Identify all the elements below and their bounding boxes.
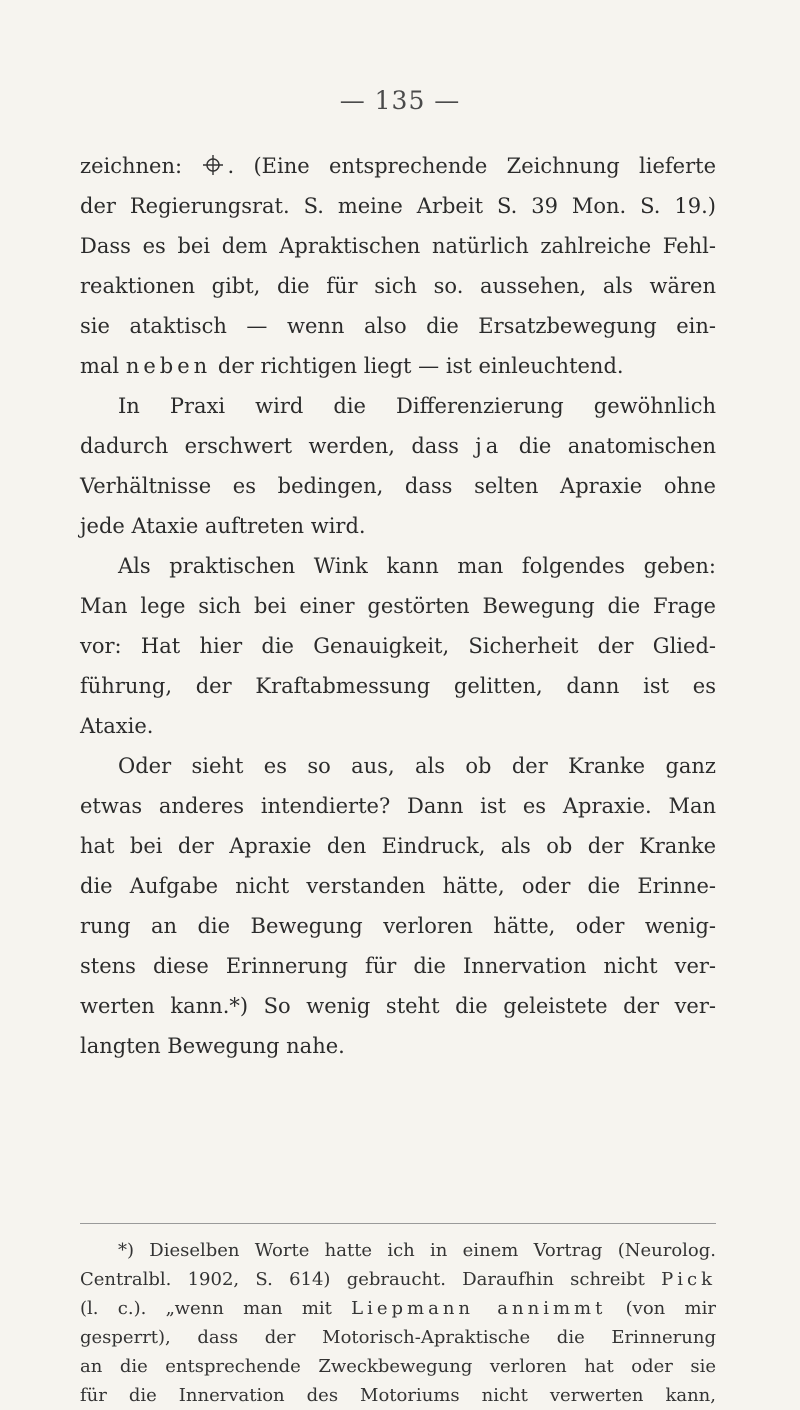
text-fragment: (l. c.). „wenn man mit [80, 1298, 332, 1319]
footnote [80, 1236, 716, 1410]
text-line: etwas anderes intendierte? Dann ist es Apraxie. Man [80, 794, 716, 818]
text-fragment: vor: [80, 634, 122, 658]
emphasized-text: Pick [661, 1269, 716, 1290]
text-line [80, 546, 716, 586]
text-line [80, 506, 716, 546]
emphasized-text: ja [475, 434, 503, 458]
text-fragment: Als praktischen Wink kann man [118, 554, 504, 578]
text-line: hat bei der Apraxie den Eindruck, als ob der Kranke [80, 834, 716, 858]
text-line [80, 146, 716, 186]
page-number: — 135 — [339, 86, 461, 115]
text-line [80, 666, 716, 706]
text-line: stens diese Erinnerung für die Innervation nicht ver- [80, 954, 716, 978]
text-fragment: Centralbl. 1902, S. 614) gebraucht. Daraufhin schreibt [80, 1269, 645, 1290]
text-fragment: der richtigen liegt — ist einleuchtend. [217, 354, 624, 378]
footnote-line [80, 1265, 716, 1294]
text-line [80, 386, 716, 426]
text-line: die Aufgabe nicht verstanden hätte, oder die Erinne- [80, 874, 716, 898]
text-line [80, 426, 716, 466]
text-line: Man lege sich bei einer gestörten Bewegung die Frage [80, 594, 716, 618]
text-line: langten Bewegung nahe. [80, 1034, 345, 1058]
footnote-line [80, 1294, 716, 1323]
text-fragment: mal [80, 354, 120, 378]
footnote-line: *) Dieselben Worte hatte ich in einem Vortrag (Neurolog. [118, 1240, 716, 1261]
emphasized-text: folgendes [521, 554, 626, 578]
text-fragment: die anatomischen [518, 434, 716, 458]
text-fragment: gelitten, dann ist es [453, 674, 716, 698]
footnote-line: gesperrt), dass der Motorisch-Apraktische die Erinnerung [80, 1327, 716, 1348]
text-line: werten kann.*) So wenig steht die geleistete der ver- [80, 994, 716, 1018]
emphasized-text: Ataxie. [80, 714, 154, 738]
text-fragment: geben: [643, 554, 716, 578]
text-line [80, 346, 716, 386]
text-fragment: gewöhnlich [593, 394, 717, 418]
text-line: rung an die Bewegung verloren hätte, oder wenig- [80, 914, 716, 938]
text-line: Oder sieht es so aus, als ob der Kranke ganz [118, 754, 716, 778]
emphasized-text: Hat [140, 634, 181, 658]
footnote-divider [80, 1223, 716, 1224]
text-line [80, 706, 716, 746]
crossed-circle-icon [201, 150, 225, 174]
text-line: Dass es bei dem Apraktischen natürlich zahlreiche Fehl- [80, 234, 716, 258]
text-fragment: zeichnen: [80, 154, 183, 178]
text-fragment: jede [80, 514, 125, 538]
text-fragment: hier die Genauigkeit, Sicherheit der Glied- [199, 634, 716, 658]
emphasized-text: Differenzierung [396, 394, 564, 418]
text-line: reaktionen gibt, die für sich so. aussehen, als wären [80, 274, 716, 298]
text-fragment: In Praxi wird die [118, 394, 366, 418]
emphasized-text: Liepmann annimmt [351, 1298, 607, 1319]
footnote-line: an die entsprechende Zweckbewegung verloren hat oder sie [80, 1356, 716, 1377]
emphasized-text: neben [125, 354, 212, 378]
footnote-line: für die Innervation des Motoriums nicht verwerten kann, [80, 1385, 716, 1406]
emphasized-text: Ataxie auftreten [131, 514, 305, 538]
text-line: Verhältnisse es bedingen, dass selten Apraxie ohne [80, 474, 716, 498]
main-text [80, 146, 716, 1066]
text-fragment: wird. [310, 514, 366, 538]
emphasized-text: Kraftabmessung [255, 674, 431, 698]
text-line [80, 626, 716, 666]
text-fragment: (von mir [625, 1298, 716, 1319]
text-fragment: . (Eine entsprechende Zeichnung lieferte [227, 154, 716, 178]
text-fragment: dadurch erschwert werden, dass [80, 434, 459, 458]
text-fragment: führung, der [80, 674, 232, 698]
text-line: der Regierungsrat. S. meine Arbeit S. 39 Mon. S. 19.) [80, 194, 716, 218]
text-line: sie ataktisch — wenn also die Ersatzbewegung ein- [80, 314, 716, 338]
